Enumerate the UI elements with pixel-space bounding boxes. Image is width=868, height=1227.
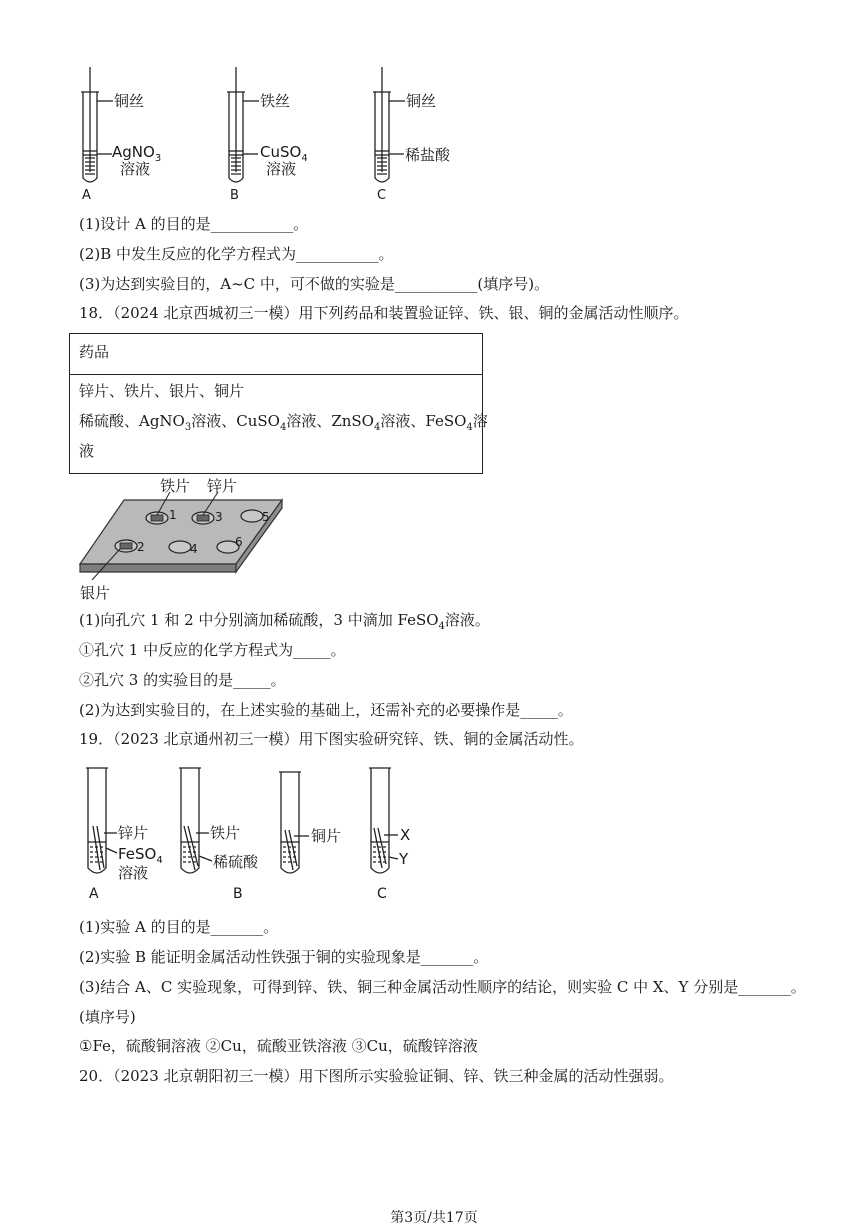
fig19-a-solution-word: 溶液 [118,864,149,882]
q19-part-2: (2)实验 B 能证明金属活动性铁强于铜的实验现象是_______。 [79,948,489,966]
zinc-sheet-label: 锌片 [207,477,238,495]
q18-part-2: (2)为达到实验目的，在上述实验的基础上，还需补充的必要操作是_____。 [79,701,573,719]
q18-solutions: 稀硫酸、AgNO$_3$溶液、CuSO$_4$溶液、ZnSO$_4$溶液、FeSO$_4$溶 [79,412,488,433]
tube-c-solution-label: 稀盐酸 [405,146,451,164]
q19-stem: 19．（2023 北京通州初三一模）用下图实验研究锌、铁、铜的金属活动性。 [79,730,584,748]
tube-b-letter: B [230,188,239,203]
hole-3-label: 3 [215,510,223,524]
hole-6-label: 6 [235,535,243,549]
q17-item-1: (1)设计 A 的目的是___________。 [79,215,309,233]
fig19-b-letter: B [233,886,243,902]
q17-item-2: (2)B 中发生反应的化学方程式为___________。 [79,245,394,263]
hole-2-label: 2 [137,540,145,554]
q18-part-1: (1)向孔穴 1 和 2 中分别滴加稀硫酸，3 中滴加 FeSO$_4$溶液。 [79,611,490,632]
fig19-a-letter: A [89,886,99,902]
hole-1-label: 1 [169,508,177,522]
fig19-copper-label: 铜片 [311,827,342,845]
q19-part-1: (1)实验 A 的目的是_______。 [79,918,279,936]
q20-stem: 20．（2023 北京朝阳初三一模）用下图所示实验验证铜、锌、铁三种金属的活动性强弱。 [79,1067,674,1085]
hole-4-label: 4 [190,542,198,556]
silver-sheet-label: 银片 [80,584,111,602]
page-footer: 第3页/共17页 [390,1210,478,1226]
tube-b-solution-word: 溶液 [266,160,297,178]
tube-b-metal-label: 铁丝 [260,92,291,110]
tube-c-letter: C [377,188,387,203]
fig19-c-letter: C [377,886,387,902]
q18-solutions-wrap: 液 [79,442,95,460]
fig19-a-solution-label: FeSO$_4$ [118,845,163,866]
fig19-c-y-label: Y [399,850,409,868]
well-plate-drawing [0,474,868,594]
q19-part-3: (3)结合 A、C 实验现象，可得到锌、铁、铜三种金属活动性顺序的结论，则实验 C 中 X、Y 分别是_______。 [79,978,806,996]
fig19-c-x-label: X [400,826,411,844]
fig19-a-metal-label: 锌片 [118,824,149,842]
q18-metals: 锌片、铁片、银片、铜片 [79,382,245,400]
q18-table-header-row [70,334,482,375]
q17-item-3: (3)为达到实验目的，A~C 中，可不做的实验是___________(填序号)。 [79,275,550,293]
iron-sheet-label: 铁片 [160,477,191,495]
q18-part-1a: ①孔穴 1 中反应的化学方程式为_____。 [79,641,346,659]
tube-a-metal-label: 铜丝 [114,92,145,110]
q18-reagent-table [69,333,483,474]
fig19-b-solution-label: 稀硫酸 [213,853,259,871]
q19-options: ①Fe，硫酸铜溶液 ②Cu，硫酸亚铁溶液 ③Cu，硫酸锌溶液 [79,1037,478,1055]
q18-part-1b: ②孔穴 3 的实验目的是_____。 [79,671,286,689]
tube-c-metal-label: 铜丝 [406,92,437,110]
tube-b-solution-label: CuSO$_4$ [260,143,308,164]
q19-part-3-note: (填序号) [79,1008,136,1026]
q18-table-header: 药品 [79,343,110,361]
q18-stem: 18．（2024 北京西城初三一模）用下列药品和装置验证锌、铁、银、铜的金属活动性顺序。 [79,304,689,322]
tube-a-solution-label: AgNO$_3$ [112,143,162,164]
tube-a-solution-word: 溶液 [120,160,151,178]
hole-5-label: 5 [262,510,270,524]
fig19-b-metal-label: 铁片 [210,824,241,842]
tube-a-letter: A [82,188,91,203]
